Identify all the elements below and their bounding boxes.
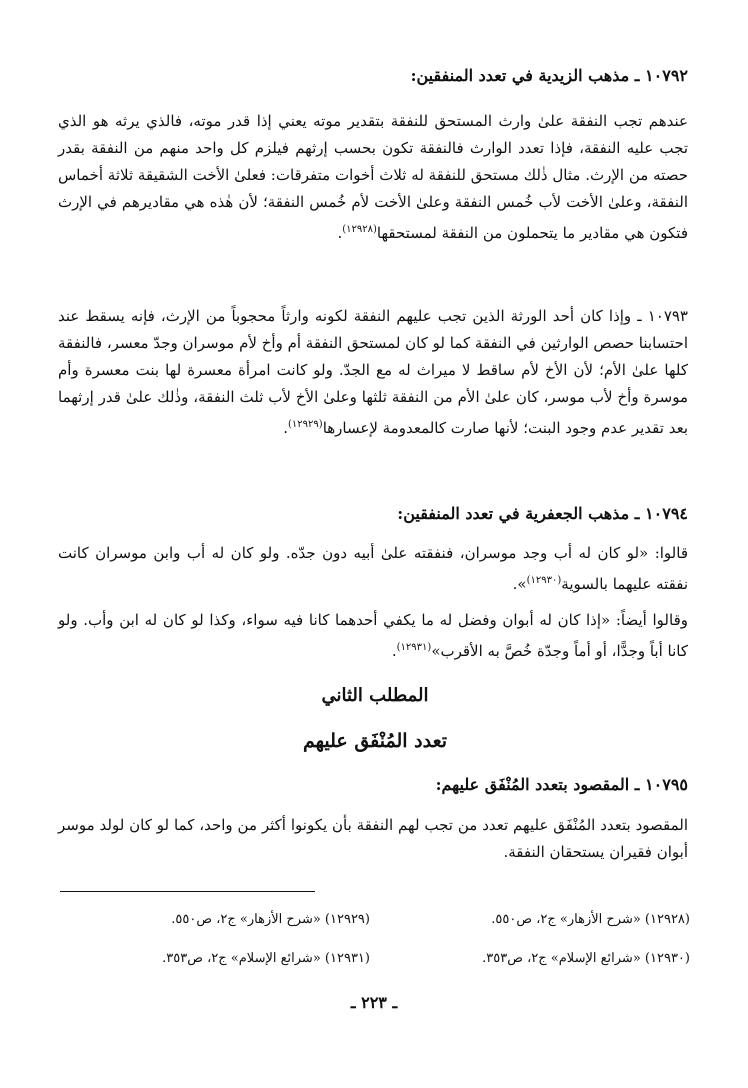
footnote-12930: (١٢٩٣٠) «شرائع الإسلام» ج٢، ص٣٥٣. [482, 951, 690, 966]
paragraph-text: عندهم تجب النفقة علىٰ وارث المستحق للنفقة بتقدير موته يعني إذا قدر موته، فالذي يرثه هو الذي تجب عليه النفقة، فإذا تعدد الوارث فالنفقة تكون بحسب إرثهم فيلزم كل واحد منهم من النفقة بقدر حصته من الإرث. مثال ذٰلك مستحق للنفقة له ثلاث أخوات متفرقات: فعلىٰ الأخت الشقيقة ثلاثة أخماس النفقة، وعلىٰ الأخت لأب خُمس النفقة وعلىٰ الأخت لأم خُمس النفقة؛ لأن هٰذه هي مقاديرهم في الإرث فتكون هي مقادير ما يتحملون من النفقة لمستحقها [58, 112, 688, 242]
footnote-row-2 [60, 951, 690, 981]
footnote-ref: (١٢٩٣١) [396, 642, 432, 653]
footnote-12929: (١٢٩٢٩) «شرح الأزهار» ج٢، ص٥٥٠. [171, 912, 370, 927]
matlab-title: المطلب الثاني [321, 685, 429, 706]
section-heading-zaydi: ١٠٧٩٢ ـ مذهب الزيدية في تعدد المنفقين: [410, 66, 688, 85]
footnote-12931: (١٢٩٣١) «شرائع الإسلام» ج٢، ص٣٥٣. [162, 951, 370, 966]
paragraph-text: وقالوا أيضاً: «إذا كان له أبوان وفضل له ما يكفي أحدهما كانا فيه سواء، وكذا لو كان له ابن وأب. ولو كانا أباً وجدًّا، أو أماً وجدّة خُصَّ به الأقرب» [58, 611, 688, 660]
paragraph-text: ١٠٧٩٣ ـ وإذا كان أحد الورثة الذين تجب عليهم النفقة لكونه وارثاً محجوباً من الإرث، فإنه يسقط عند احتسابنا حصص الوارثين في النفقة كما لو كان لمستحق النفقة أم وأخ لأم موسران وجدّ معسر، فالنفقة كلها علىٰ الأم؛ لأن الأخ لأم ساقط لا ميراث له مع الجدّ. ولو كانت امرأة معسرة لها بنت معسرة وأم موسرة وأخ لأب موسر، كان علىٰ الأم من النفقة ثلثها وعلىٰ الأخ لأب ثلث النفقة، وذٰلك علىٰ قدر إرثهما بعد تقدير عدم وجود البنت؛ لأنها صارت كالمعدومة لإعسارها [58, 307, 688, 437]
section-heading-10795: ١٠٧٩٥ ـ المقصود بتعدد المُنْفَق عليهم: [435, 775, 688, 794]
paragraph-jafari-2: وقالوا أيضاً: «إذا كان له أبوان وفضل له ما يكفي أحدهما كانا فيه سواء، وكذا لو كان له ابن وأب. ولو كانا أباً وجدًّا، أو أماً وجدّة خُصَّ به الأقرب»$^{(١٢٩٣١)}$. [58, 611, 688, 660]
footnote-ref: (١٢٩٢٩) [288, 419, 323, 430]
footnote-12928: (١٢٩٢٨) «شرح الأزهار» ج٢، ص٥٥٠. [491, 912, 690, 927]
footnote-ref: (١٢٩٢٨) [342, 224, 377, 235]
section-heading-jafari: ١٠٧٩٤ ـ مذهب الجعفرية في تعدد المنفقين: [397, 504, 688, 523]
footnote-ref: (١٢٩٣٠) [526, 575, 562, 586]
paragraph-zaydi-1: عندهم تجب النفقة علىٰ وارث المستحق للنفقة بتقدير موته يعني إذا قدر موته، فالذي يرثه هو الذي تجب عليه النفقة، فإذا تعدد الوارث فالنفقة تكون بحسب إرثهم فيلزم كل واحد منهم من النفقة بقدر حصته من الإرث. مثال ذٰلك مستحق للنفقة له ثلاث أخوات متفرقات: فعلىٰ الأخت الشقيقة ثلاثة أخماس النفقة، وعلىٰ الأخت لأب خُمس النفقة وعلىٰ الأخت لأم خُمس النفقة؛ لأن هٰذه هي مقاديرهم في الإرث فتكون هي مقادير ما يتحملون من النفقة لمستحقها$^{(١٢٩٢٨)}$. [58, 112, 688, 242]
matlab-subtitle: تعدد المُنْفَق عليهم [302, 730, 448, 752]
paragraph-10795: المقصود بتعدد المُنْفَق عليهم تعدد من تجب لهم النفقة بأن يكونوا أكثر من واحد، كما لو كان لولد موسر أبوان فقيران يستحقان النفقة. [58, 816, 688, 861]
paragraph-text: قالوا: «لو كان له أب وجد موسران، فنفقته علىٰ أبيه دون جدّه. ولو كان له أب وابن موسران كانت نفقته عليهما بالسوية [58, 544, 688, 593]
footnote-row-1 [60, 912, 690, 942]
footnote-divider [60, 891, 315, 892]
paragraph-jafari-1: قالوا: «لو كان له أب وجد موسران، فنفقته علىٰ أبيه دون جدّه. ولو كان له أب وابن موسران كانت نفقته عليهما بالسوية$^{(١٢٩٣٠)}$». [58, 544, 688, 593]
paragraph-10793: ١٠٧٩٣ ـ وإذا كان أحد الورثة الذين تجب عليهم النفقة لكونه وارثاً محجوباً من الإرث، فإنه يسقط عند احتسابنا حصص الوارثين في النفقة كما لو كان لمستحق النفقة أم وأخ لأم موسران وجدّ معسر، فالنفقة كلها علىٰ الأم؛ لأن الأخ لأم ساقط لا ميراث له مع الجدّ. ولو كانت امرأة معسرة لها بنت معسرة وأم موسرة وأخ لأب موسر، كان علىٰ الأم من النفقة ثلثها وعلىٰ الأخ لأب ثلث النفقة، وذٰلك علىٰ قدر إرثهما بعد تقدير عدم وجود البنت؛ لأنها صارت كالمعدومة لإعسارها$^{(١٢٩٢٩)}$. [58, 307, 688, 437]
page-number: ـ ٢٢٣ ـ [350, 993, 398, 1012]
